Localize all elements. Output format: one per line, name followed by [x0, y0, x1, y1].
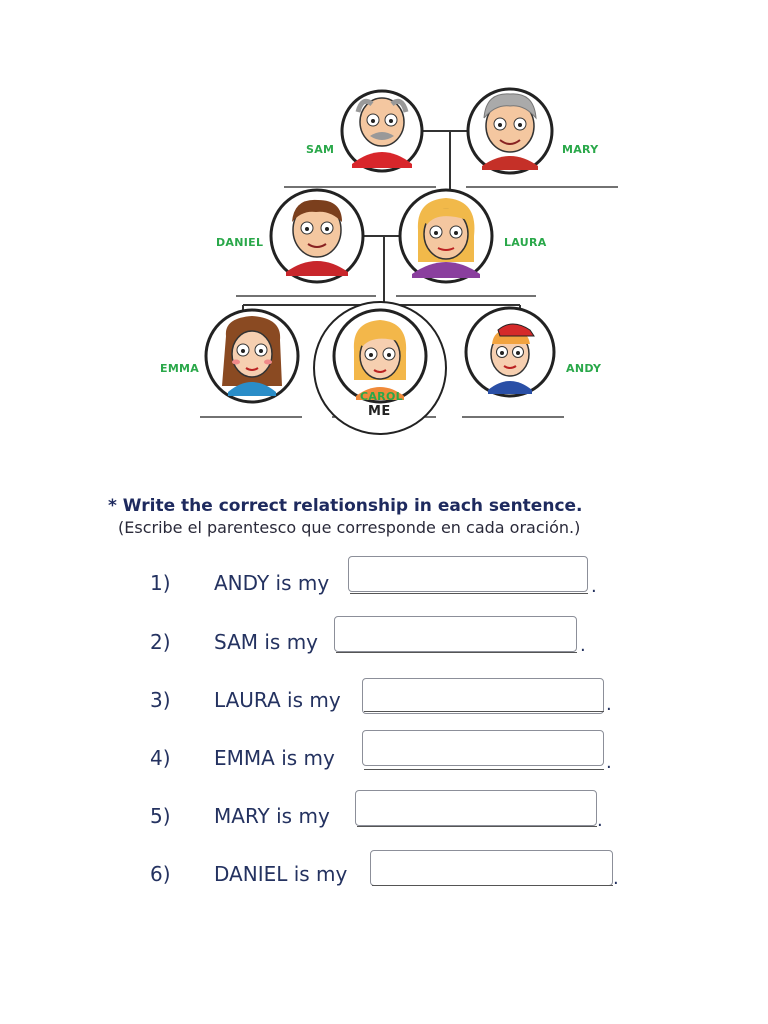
answer-input-6[interactable]	[370, 850, 613, 886]
name-label-daniel: DANIEL	[216, 236, 264, 249]
instructions-subtitle: (Escribe el parentesco que corresponde en cada oración.)	[118, 518, 581, 537]
question-number: 3)	[150, 688, 171, 712]
question-text: LAURA is my	[214, 688, 341, 712]
question-number: 4)	[150, 746, 171, 770]
period: .	[613, 868, 619, 889]
question-number: 1)	[150, 571, 171, 595]
period: .	[606, 752, 612, 773]
question-number: 2)	[150, 630, 171, 654]
period: .	[597, 810, 603, 831]
grandmother-portrait	[468, 89, 552, 173]
mother-portrait	[400, 190, 492, 282]
answer-underline	[372, 885, 613, 886]
father-portrait	[271, 190, 363, 282]
answer-underline	[364, 769, 604, 770]
answer-underline	[357, 826, 597, 827]
answer-input-2[interactable]	[334, 616, 577, 652]
question-text: DANIEL is my	[214, 862, 348, 886]
name-label-mary: MARY	[562, 143, 599, 156]
question-text: SAM is my	[214, 630, 319, 654]
name-label-laura: LAURA	[504, 236, 547, 249]
answer-underline	[350, 593, 588, 594]
answer-input-1[interactable]	[348, 556, 588, 592]
answer-underline	[364, 711, 604, 712]
answer-input-4[interactable]	[362, 730, 604, 766]
period: .	[580, 635, 586, 656]
question-number: 6)	[150, 862, 171, 886]
answer-underline	[336, 652, 577, 653]
grandfather-portrait	[342, 91, 422, 171]
question-text: ANDY is my	[214, 571, 330, 595]
name-label-carol: CAROL	[360, 390, 403, 403]
name-label-sam: SAM	[306, 143, 335, 156]
answer-input-3[interactable]	[362, 678, 604, 714]
instructions-title: * Write the correct relationship in each sentence.	[108, 496, 583, 516]
sister-portrait	[206, 310, 298, 402]
period: .	[606, 694, 612, 715]
me-label: ME	[368, 404, 391, 419]
period: .	[591, 576, 597, 597]
answer-input-5[interactable]	[355, 790, 597, 826]
brother-portrait	[466, 308, 554, 396]
name-label-andy: ANDY	[566, 362, 602, 375]
question-text: EMMA is my	[214, 746, 335, 770]
question-text: MARY is my	[214, 804, 330, 828]
question-number: 5)	[150, 804, 171, 828]
name-label-emma: EMMA	[160, 362, 200, 375]
